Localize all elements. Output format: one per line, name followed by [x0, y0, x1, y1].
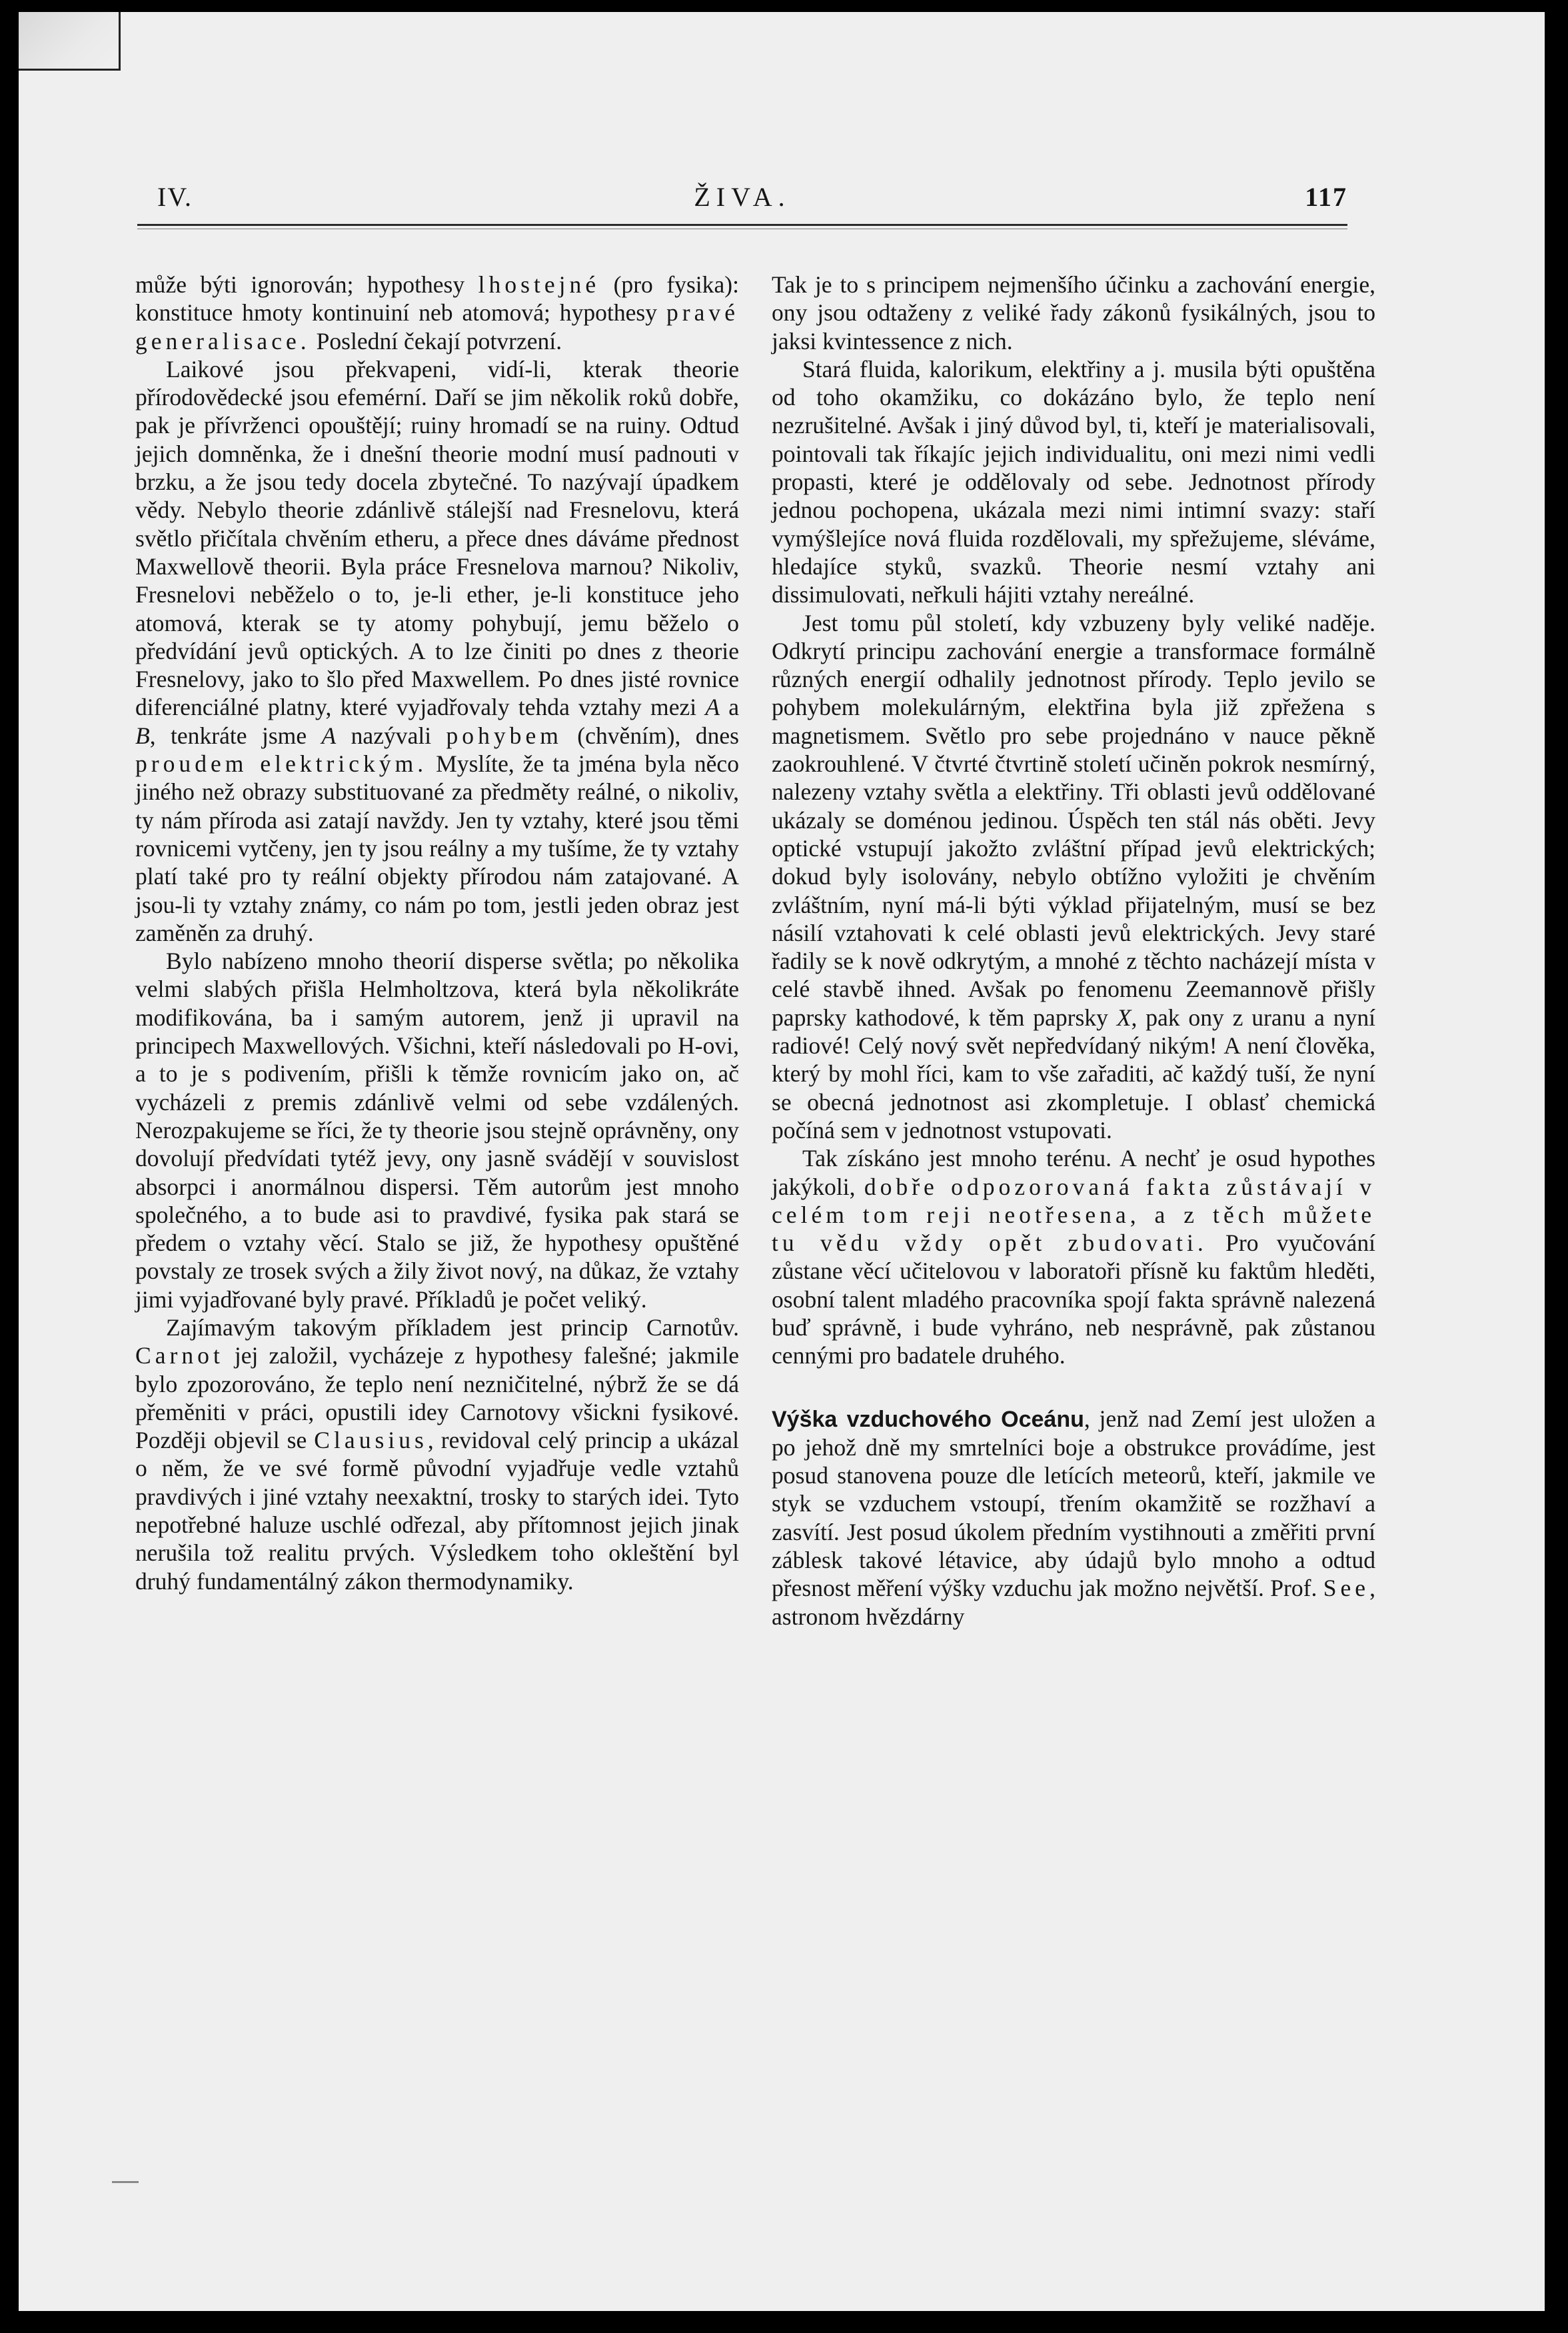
- section-heading: Výška vzduchového Oceánu: [772, 1406, 1084, 1432]
- paragraph: Laikové jsou překvapeni, vidí-li, kterak theorie přírodovědecké jsou efemérní. Daří se jim několik roků dobře, pak je přívrženci opouštějí; ruiny hromadí se na ruiny. Odtud jejich domněnka, že i dnešní theorie modní musí padnouti v brzku, a že jsou tedy docela zbytečné. To nazývají úpadkem vědy. Nebylo theorie zdánlivě stálejší nad Fresnelovu, která světlo přičítala chvěním etheru, a přece dnes dáváme přednost Maxwellově theorii. Byla práce Fresnelova marnou? Nikoliv, Fresnelovi neběželo o to, je-li ether, je-li konstituce jeho atomová, kterak se ty atomy pohybují, jemu běželo o předvídání jevů optických. A to lze činiti po dnes z theorie Fresnelovy, jako to šlo před Maxwellem. Po dnes jisté rovnice diferenciálné platny, které vyjadřovaly tehda vztahy mezi A a B, tenkráte jsme A nazývali pohybem (chvěním), dnes proudem elektrickým. Myslíte, že ta jména byla něco jiného než obrazy substituované za předměty reálné, o nikoliv, ty nám příroda asi zatají navždy. Jen ty vztahy, které jsou těmi rovnicemi vytčeny, jen ty jsou reálny a my tušíme, že ty vztahy platí také pro ty reální objekty přírodou nám zatajované. A jsou-li ty vztahy známy, co nám po tom, jestli jeden obraz jest zaměněn za druhý.: [135, 355, 739, 946]
- scan-edge-artifact: [19, 12, 121, 71]
- journal-title: ŽIVA.: [694, 182, 791, 212]
- right-column: [772, 271, 1375, 2176]
- volume-number: IV.: [157, 182, 193, 212]
- scan-mark: [112, 2181, 139, 2183]
- paragraph: může býti ignorován; hypothesy lhostejné (pro fysika): konstituce hmoty kontinuiní neb atomová; hypothesy pravé generalisace. Poslední čekají potvrzení.: [135, 271, 739, 355]
- paragraph: Jest tomu půl století, kdy vzbuzeny byly veliké naděje. Odkrytí principu zachování energie a transformace formálně různých energií odhalily jednotnost přírody. Teplo jevilo se pohybem molekulárným, elektřina byla již zpřežena s magnetismem. Světlo pro sebe projednáno v nauce pěkně zaokrouhlené. V čtvrté čtvrtině století učiněn pokrok nesmírný, nalezeny vztahy světla a elektřiny. Tři oblasti jevů oddělované ukázaly se doménou jedinou. Úspěch ten stál nás oběti. Jevy optické vstupují jakožto zvláštní případ jevů elektrických; dokud byly isolovány, nebylo obtížno vyložiti je chvěním zvláštním, nyní má-li býti výklad přijatelným, musí se bez násilí vztahovati k celé oblasti jevů elektrických. Jevy staré řadily se k nově odkrytým, a mnohé z těchto nacházejí místa v celé stavbě ihned. Avšak po fenomenu Zeemannově přišly paprsky kathodové, k těm paprsky X, pak ony z uranu a nyní radiové! Celý nový svět nepředvídaný nikým! A není člověka, který by mohl říci, kam to vše zařaditi, ač každý tuší, že nyní se obecná jednotnost asi zkompletuje. I oblasť chemická počíná sem v jednotnost vstupovati.: [772, 609, 1375, 1144]
- page-number: 117: [1305, 182, 1347, 212]
- paragraph: Stará fluida, kalorikum, elektřiny a j. musila býti opuštěna od toho okamžiku, co dokázáno bylo, že teplo není nezrušitelné. Avšak i jiný důvod byl, ti, kteří je materialisovali, pointovali tak říkajíc jejich individualitu, oni mezi nimi vedli propasti, které je oddělovaly od sebe. Jednotnost přírody jednou pochopena, ukázala mezi nimi intimní svazy: staří vymýšlejíce nová fluida rozdělovali, my spřežujeme, sléváme, hledajíce styků, svazků. Theorie nesmí vztahy ani dissimulovati, neřkuli hájiti vztahy nereálné.: [772, 355, 1375, 608]
- paragraph: Tak získáno jest mnoho terénu. A nechť je osud hypothes jakýkoli, dobře odpozorovaná fakta zůstávají v celém tom reji neotřesena, a z těch můžete tu vědu vždy opět zbudovati. Pro vyučování zůstane věcí učitelovou v laboratoři přísně ku faktům hleděti, osobní talent mladého pracovníka spojí fakta správně nalezená buď správně, i bude vyhráno, neb nesprávně, pak zůstanou cennými pro badatele druhého.: [772, 1145, 1376, 1369]
- header-rule: [137, 224, 1347, 229]
- left-column: [135, 271, 739, 2176]
- section-paragraph: Výška vzduchového Oceánu, jenž nad Zemí jest uložen a po jehož dně my smrtelníci boje a obstrukce provádíme, jest posud stanovena pouze dle letících meteorů, kteří, jakmile ve styk se vzduchem vstoupí, třením okamžitě se rozžhaví a zasvítí. Jest posud úkolem předním vystihnouti a změřiti první záblesk takové létavice, aby údajů bylo mnoho a odtud přesnost měření výšky vzduchu jak možno největší. Prof. See, astronom hvězdárny: [772, 1405, 1375, 1630]
- journal-page: [19, 12, 1545, 2311]
- paragraph: Zajímavým takovým příkladem jest princip Carnotův. Carnot jej založil, vycházeje z hypothesy falešné; jakmile bylo zpozorováno, že teplo není nezničitelné, nýbrž že se dá přeměniti v práci, opustili idey Carnotovy všickni fysikové. Později objevil se Clausius, revidoval celý princip a ukázal o něm, že ve své formě původní vyjadřuje vedle vztahů pravdivých i jiné vztahy neexaktní, trosky to starých idei. Tyto nepotřebné haluze uschlé odřezal, aby přítomnost jejich jinak nerušila tož realitu prvých. Výsledkem toho okleštění byl druhý fundamentálný zákon thermodynamiky.: [135, 1313, 739, 1595]
- running-header: [137, 176, 1347, 216]
- paragraph: Bylo nabízeno mnoho theorií disperse světla; po několika velmi slabých přišla Helmholtzova, která byla několikráte modifikována, ba i samým autorem, jenž ji upravil na principech Maxwellových. Všichni, kteří následovali po H-ovi, a to je s podivením, přišli k těmže rovnicím jako on, ač vycházeli z premis zdánlivě velmi od sebe vzdálených. Nerozpakujeme se říci, že ty theorie jsou stejně oprávněny, ony dovolují předvídati tytéž jevy, ony jasně svádějí v souvislost absorpci i anormálnou dispersi. Těm autorům jest mnoho společného, a to bude asi to pravdivé, fysika pak stará se předem o vztahy věcí. Stalo se již, že hypothesy opuštěné povstaly ze trosek svých a žily život nový, na důkaz, že vztahy jimi vyjadřované byly pravé. Příkladů je počet veliký.: [135, 948, 739, 1313]
- paragraph: Tak je to s principem nejmenšího účinku a zachování energie, ony jsou odtaženy z veliké řady zákonů fysikálných, jsou to jaksi kvintessence z nich.: [772, 271, 1375, 355]
